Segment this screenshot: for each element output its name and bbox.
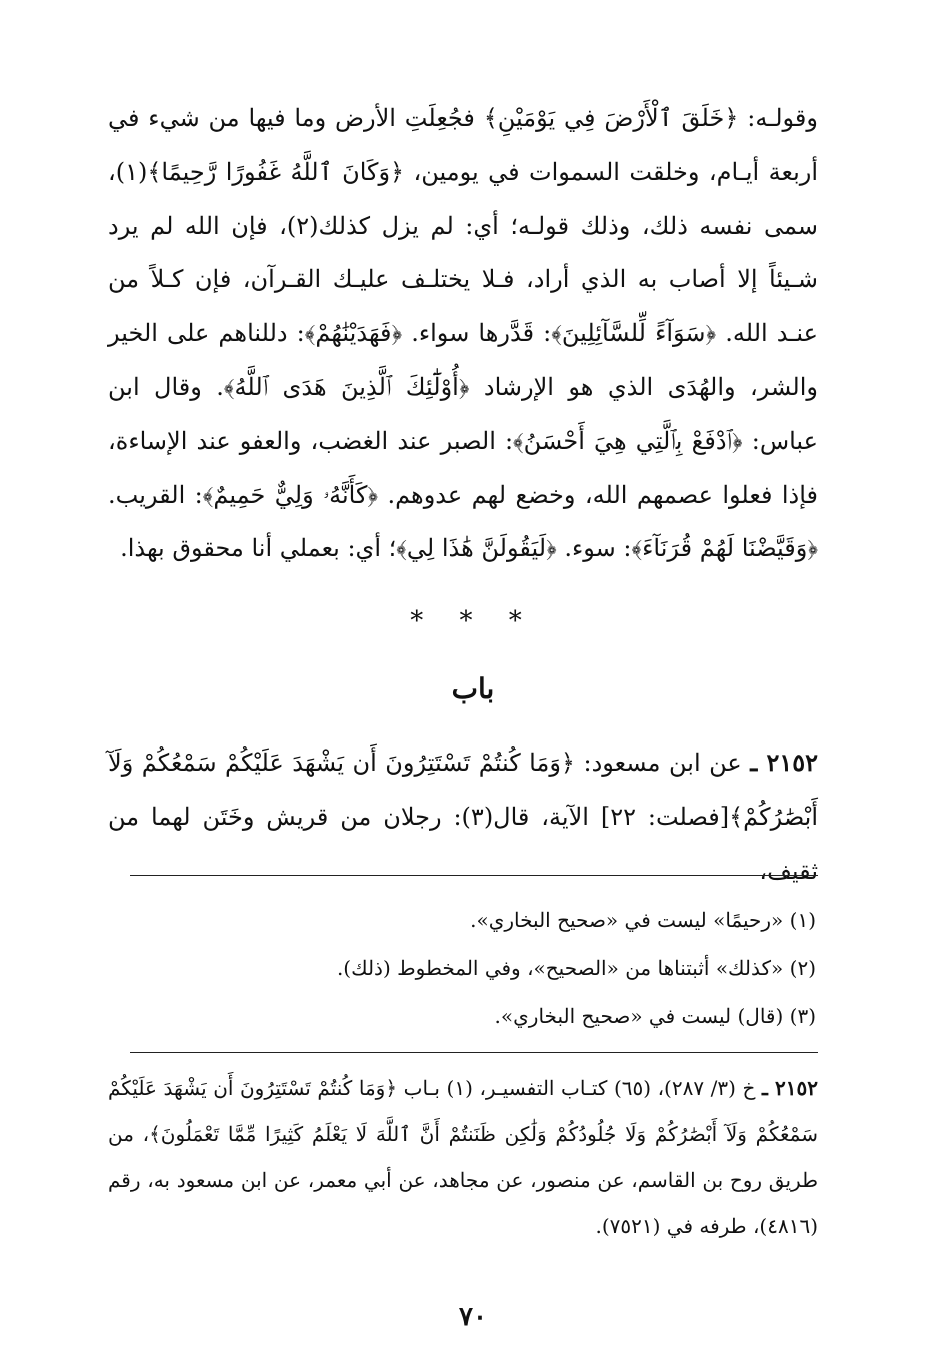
footnote-item: (١) «رحيمًا» ليست في «صحيح البخاري». [470, 908, 816, 932]
footnote-divider [130, 875, 818, 876]
takhrij-text: خ (٣/ ٢٨٧)، (٦٥) كتـاب التفسيـر، (١) بـاب ﴿وَمَا كُنتُمْ تَسْتَتِرُونَ أَن يَشْهَدَ عَلَيْكُمْ سَمْعُكُمْ وَلَآ أَبْصَٰرُكُمْ وَلَا جُلُودُكُمْ وَلَٰكِن ظَنَنتُمْ أَنَّ ٱللَّهَ لَا يَعْلَمُ كَثِيرًا مِّمَّا تَعْمَلُونَ﴾، من طريق روح بن القاسم، عن منصور، عن مجاهد، عن أبي معمر، عن ابن مسعود به، رقم (٤٨١٦)، طرفه في (٧٥٢١). [108, 1076, 818, 1238]
hadith-text: عن ابن مسعود: ﴿وَمَا كُنتُمْ تَسْتَتِرُونَ أَن يَشْهَدَ عَلَيْكُمْ سَمْعُكُمْ وَلَآ أَبْصَٰرُكُمْ﴾[فصلت: ٢٢] الآية، قال(٣): رجلان من قريش وخَتَن لهما من ثقيف، [108, 749, 818, 885]
section-separator: * * * [410, 606, 536, 636]
main-paragraph: وقولـه: ﴿خَلَقَ ٱلْأَرْضَ فِي يَوْمَيْنِ﴾ فجُعِلَتِ الأرض وما فيها من شيء في أربعة أيـام، وخلقت السموات في يومين، ﴿وَكَانَ ٱللَّهُ غَفُورًا رَّحِيمًا﴾(١)، سمى نفسه ذلك، وذلك قولـه؛ أي: لم يزل كذلك(٢)، فإن الله لم يرد شـيئاً إلا أصاب به الذي أراد، فـلا يختلـف عليـك القـرآن، فإن كـلاً من عنـد الله. ﴿سَوَآءً لِّلسَّآئِلِينَ﴾: قَدَّرها سواء. ﴿فَهَدَيْنَٰهُمْ﴾: دللناهم على الخير والشر، والهُدَى الذي هو الإرشاد ﴿أُوْلَٰٓئِكَ ٱلَّذِينَ هَدَى ٱللَّهُ﴾. وقال ابن عباس: ﴿ٱدْفَعْ بِٱلَّتِي هِيَ أَحْسَنُ﴾: الصبر عند الغضب، والعفو عند الإساءة، فإذا فعلوا عصمهم الله، وخضع لهم عدوهم. ﴿كَأَنَّهُۥ وَلِيٌّ حَمِيمٌ﴾: القريب. ﴿وَقَيَّضْنَا لَهُمْ قُرَنَآءَ﴾: سوء. ﴿لَيَقُولَنَّ هَٰذَا لِي﴾؛ أي: بعملي أنا محقوق بهذا. [108, 104, 818, 563]
takhrij-number: ٢١٥٢ ـ [762, 1076, 818, 1100]
hadith-number: ٢١٥٢ ـ [750, 748, 818, 777]
takhrij-divider [130, 1052, 818, 1053]
page-number: ٧٠ [459, 1302, 487, 1332]
footnote-item: (٢) «كذلك» أثبتناها من «الصحيح»، وفي المخطوط (ذلك). [336, 956, 816, 980]
footnote-item: (٣) (قال) ليست في «صحيح البخاري». [494, 1004, 816, 1028]
takhrij-note [108, 1065, 818, 1249]
hadith-block [108, 736, 818, 898]
footnotes [108, 896, 818, 1040]
chapter-title: باب [451, 672, 495, 705]
